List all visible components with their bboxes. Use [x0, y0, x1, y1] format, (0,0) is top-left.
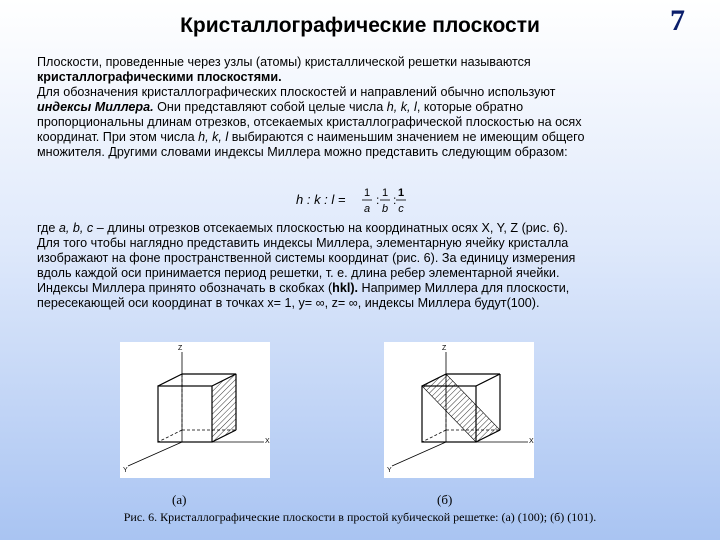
axis-x-label: X [265, 438, 270, 445]
plane-101 [422, 374, 500, 442]
intro-line: пропорциональны длинам отрезков, отсекаемых кристаллографической плоскостью на осях [37, 115, 582, 129]
formula-den-2: b [381, 203, 389, 215]
formula-sep-2: : [393, 193, 397, 207]
abc-italic: a, b, c [58, 221, 94, 235]
formula-num-2: 1 [381, 187, 389, 199]
explain-line [37, 221, 697, 236]
intro-line [37, 130, 697, 145]
term-planes: кристаллографическими плоскостями. [37, 70, 282, 84]
axis-y-label: Y [387, 467, 392, 474]
formula-num-3: 1 [397, 187, 405, 199]
hkl-bold: hkl). [332, 281, 359, 295]
intro-paragraph [37, 55, 697, 160]
intro-fragment: выбираются с наименьшим значением не имеющим общего [228, 130, 585, 144]
intro-line: Для обозначения кристаллографических плоскостей и направлений обычно используют [37, 85, 556, 99]
intro-line: множителя. Другими словами индексы Миллера можно представить следующим образом: [37, 145, 568, 159]
explain-fragment: – длины отрезков отсекаемых плоскостью на координатных осях X, Y, Z (рис. 6). [93, 221, 568, 235]
formula-den-1: a [363, 203, 371, 215]
formula-sep-1: : [376, 193, 380, 207]
explain-line: изображают на фоне пространственной системы координат (рис. 6). За единицу измерения [37, 251, 576, 265]
explain-line: вдоль каждой оси принимается период решетки, т. е. длина ребер элементарной ячейки. [37, 266, 560, 280]
figure-caption: Рис. 6. Кристаллографические плоскости в простой кубической решетке: (а) (100); (б) (101). [123, 510, 597, 524]
axis-x-label: X [529, 438, 534, 445]
hkl-italic: h, k, l [386, 100, 417, 114]
intro-term [37, 70, 697, 85]
formula-num-1: 1 [363, 187, 371, 199]
cube-diagram-a [120, 342, 270, 478]
intro-line: Плоскости, проведенные через узлы (атомы) кристаллической решетки называются [37, 55, 531, 69]
formula-den-3: c [398, 203, 404, 215]
hkl-italic-2: h, k, l [198, 130, 229, 144]
miller-formula [296, 183, 406, 217]
figure-b-label: (б) [437, 492, 453, 507]
explain-fragment: Индексы Миллера принято обозначать в скобках ( [37, 281, 333, 295]
explain-fragment: Например Миллера для плоскости, [358, 281, 570, 295]
intro-fragment: Они представляют собой целые числа [153, 100, 387, 114]
formula-lhs: h : k : l = [296, 192, 346, 207]
intro-fragment: координат. При этом числа [37, 130, 199, 144]
explain-line: Для того чтобы наглядно представить индексы Миллера, элементарную ячейку кристалла [37, 236, 569, 250]
cube-diagram-b [384, 342, 534, 478]
explain-paragraph [37, 221, 697, 311]
axis-y-line [392, 442, 446, 466]
intro-fragment: , которые обратно [416, 100, 524, 114]
axis-y-label: Y [123, 467, 128, 474]
axis-y-line [128, 442, 182, 466]
axis-z-label: Z [178, 345, 183, 352]
slide-number: 7 [670, 4, 685, 37]
intro-line [37, 100, 697, 115]
figure-a [120, 342, 270, 478]
axis-z-label: Z [442, 345, 447, 352]
figure-b [384, 342, 534, 478]
explain-fragment: где [37, 221, 59, 235]
explain-line [37, 281, 697, 296]
term-miller: индексы Миллера. [37, 100, 154, 114]
page-title: Кристаллографические плоскости [180, 14, 540, 37]
figure-a-label: (а) [172, 492, 187, 507]
explain-line: пересекающей оси координат в точках x= 1, y= ∞, z= ∞, индексы Миллера будут(100). [37, 296, 540, 310]
